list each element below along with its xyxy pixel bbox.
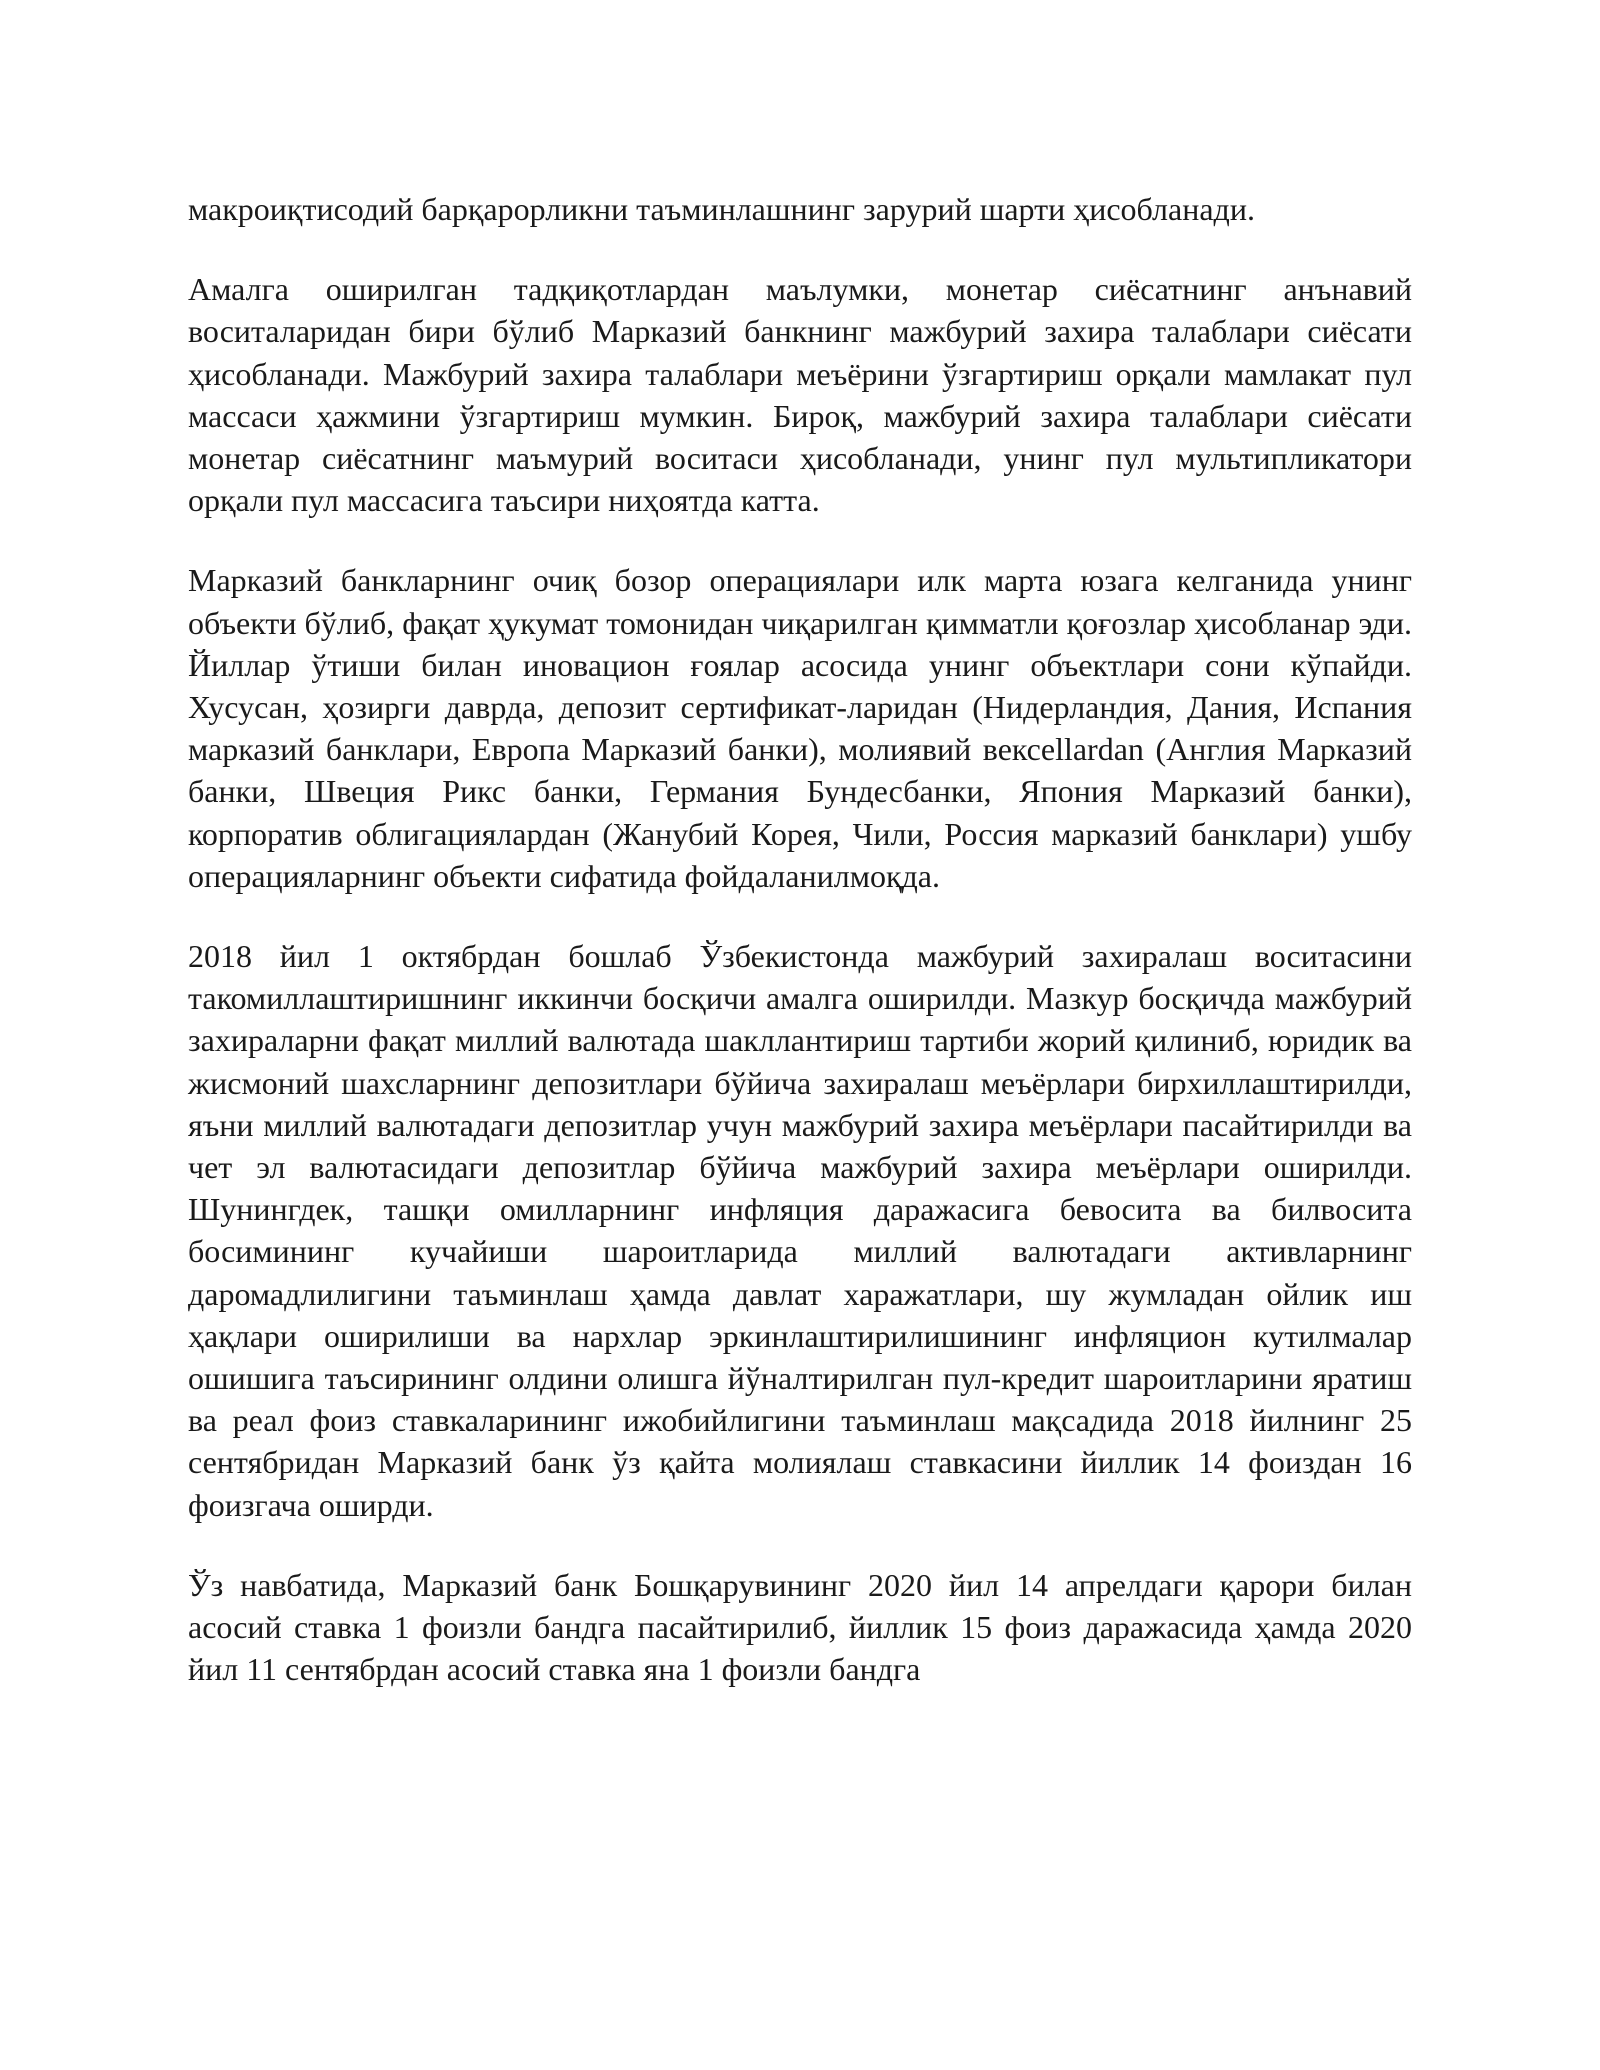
paragraph-4: 2018 йил 1 октябрдан бошлаб Ўзбекистонда мажбурий захиралаш воситасини такомиллаштиришнинг иккинчи босқичи амалга оширилди. Мазкур босқичда мажбурий захираларни фақат миллий валютада шакллантириш тартиби жорий қилиниб, юридик ва жисмоний шахсларнинг депозитлари бўйича захиралаш меъёрлари бирхиллаштирилди, яъни миллий валютадаги депозитлар учун мажбурий захира меъёрлари пасайтирилди ва чет эл валютасидаги депозитлар бўйича мажбурий захира меъёрлари оширилди. Шунингдек, ташқи омилларнинг инфляция даражасига бевосита ва билвосита босимининг кучайиши шароитларида миллий валютадаги активларнинг даромадлилигини таъминлаш ҳамда давлат харажатлари, шу жумладан ойлик иш ҳақлари оширилиши ва нархлар эркинлаштирилишининг инфляцион кутилмалар ошишига таъсирининг олдини олишга йўналтирилган пул-кредит шароитларини яратиш ва реал фоиз ставкаларининг ижобийлигини таъминлаш мақсадида 2018 йилнинг 25 сентябридан Марказий банк ўз қайта молиялаш ставкасини йиллик 14 фоиздан 16 фоизгача оширди. xyxy=(188,938,1412,1523)
paragraph-2: Амалга оширилган тадқиқотлардан маълумки, монетар сиёсатнинг анънавий воситаларидан бири бўлиб Марказий банкнинг мажбурий захира талаблари сиёсати ҳисобланади. Мажбурий захира талаблари меъёрини ўзгартириш орқали мамлакат пул массаси ҳажмини ўзгартириш мумкин. Бироқ, мажбурий захира талаблари сиёсати монетар сиёсатнинг маъмурий воситаси ҳисобланади, унинг пул мультипликатори орқали пул массасига таъсири ниҳоятда катта. xyxy=(188,271,1412,519)
paragraph-5: Ўз навбатида, Марказий банк Бошқарувининг 2020 йил 14 апрелдаги қарори билан асосий ставка 1 фоизли бандга пасайтирилиб, йиллик 15 фоиз даражасида ҳамда 2020 йил 11 сентябрдан асосий ставка яна 1 фоизли бандга xyxy=(188,1566,1412,1688)
document-page xyxy=(188,188,1412,1691)
paragraph-1: макроиқтисодий барқарорликни таъминлашнинг зарурий шарти ҳисобланади. xyxy=(188,191,1255,227)
paragraph-3: Марказий банкларнинг очиқ бозор операциялари илк марта юзага келганида унинг объекти бўлиб, фақат ҳукумат томонидан чиқарилган қимматли қоғозлар ҳисобланар эди. Йиллар ўтиши билан иновацион ғоялар асосида унинг объектлари сони кўпайди. Хусусан, ҳозирги даврда, депозит сертификат-ларидан (Нидерландия, Дания, Испания марказий банклари, Европа Марказий банки), молиявий вексellardan (Англия Марказий банки, Швеция Рикс банки, Германия Бундесбанки, Япония Марказий банки), корпоратив облигациялардан (Жанубий Корея, Чили, Россия марказий банклари) ушбу операцияларнинг объекти сифатида фойдаланилмоқда. xyxy=(188,562,1412,894)
